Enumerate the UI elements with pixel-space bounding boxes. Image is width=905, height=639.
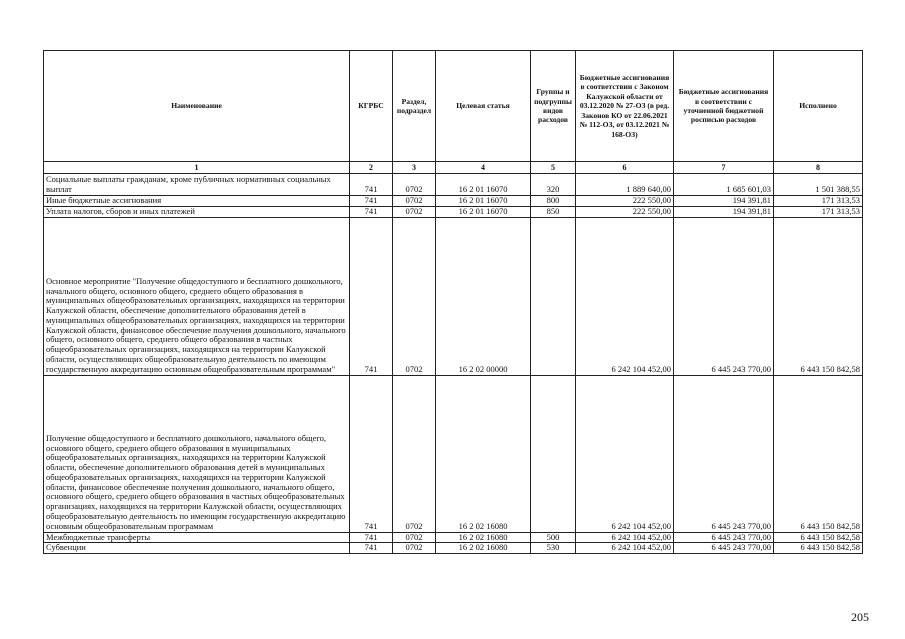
row-kgrbs: 741: [350, 174, 393, 196]
row-name: Уплата налогов, сборов и иных платежей: [44, 206, 350, 217]
row-article: 16 2 01 16070: [436, 206, 531, 217]
row-law-value: 6 242 104 452,00: [576, 543, 674, 554]
row-kgrbs: 741: [350, 196, 393, 207]
column-number: 8: [774, 162, 863, 174]
row-kgrbs: 741: [350, 375, 393, 532]
table-row: [44, 375, 863, 532]
table-row: [44, 196, 863, 207]
row-group: [531, 375, 576, 532]
column-number-row: [44, 162, 863, 174]
header-row: [44, 51, 863, 162]
row-refined-value: 194 391,81: [674, 206, 774, 217]
row-kgrbs: 741: [350, 543, 393, 554]
row-group: 530: [531, 543, 576, 554]
row-article: 16 2 02 16080: [436, 543, 531, 554]
table-row: [44, 206, 863, 217]
budget-table: [43, 50, 863, 554]
row-section: 0702: [393, 196, 436, 207]
row-article: 16 2 02 00000: [436, 217, 531, 375]
row-refined-value: 6 445 243 770,00: [674, 217, 774, 375]
row-name: Основное мероприятие "Получение общедоступного и бесплатного дошкольного, начального общего, основного общего, среднего общего образования в муниципальных общеобразовательных организациях, находящихся на территории Калужской области, обеспечение дополнительного образования детей в муниципальных общеобразовательных организациях, находящихся на территории Калужской области, финансовое обеспечение получения дошкольного, начального общего, основного общего, среднего общего образования в частных общеобразовательных организациях, находящихся на территории Калужской области, осуществляющих общеобразовательную деятельность по имеющим государственную аккредитацию основным общеобразовательным программам": [44, 217, 350, 375]
column-number: 1: [44, 162, 350, 174]
page-number: 205: [851, 610, 869, 624]
row-executed-value: 1 501 388,55: [774, 174, 863, 196]
row-kgrbs: 741: [350, 217, 393, 375]
row-law-value: 222 550,00: [576, 196, 674, 207]
header-section: Раздел, подраздел: [393, 51, 436, 162]
row-group: 500: [531, 532, 576, 543]
row-kgrbs: 741: [350, 206, 393, 217]
row-law-value: 222 550,00: [576, 206, 674, 217]
row-executed-value: 6 443 150 842,58: [774, 532, 863, 543]
header-law-allocations: Бюджетные ассигнования в соответствии с Законом Калужской области от 03.12.2020 № 27-ОЗ (в ред. Законов КО от 22.06.2021 № 112-ОЗ, от 03.12.2021 № 168-ОЗ): [576, 51, 674, 162]
row-law-value: 1 889 640,00: [576, 174, 674, 196]
row-section: 0702: [393, 532, 436, 543]
row-law-value: 6 242 104 452,00: [576, 375, 674, 532]
row-article: 16 2 01 16070: [436, 196, 531, 207]
header-kgrbs: КГРБС: [350, 51, 393, 162]
row-kgrbs: 741: [350, 532, 393, 543]
row-section: 0702: [393, 543, 436, 554]
column-number: 5: [531, 162, 576, 174]
row-name: Социальные выплаты гражданам, кроме публичных нормативных социальных выплат: [44, 174, 350, 196]
row-article: 16 2 02 16080: [436, 375, 531, 532]
header-article: Целевая статья: [436, 51, 531, 162]
row-executed-value: 171 313,53: [774, 206, 863, 217]
row-section: 0702: [393, 206, 436, 217]
header-executed: Исполнено: [774, 51, 863, 162]
row-refined-value: 194 391,81: [674, 196, 774, 207]
row-group: 850: [531, 206, 576, 217]
table-row: [44, 217, 863, 375]
column-number: 3: [393, 162, 436, 174]
header-name: Наименование: [44, 51, 350, 162]
header-refined-allocations: Бюджетные ассигнования в соответствии с уточненной бюджетной росписью расходов: [674, 51, 774, 162]
column-number: 6: [576, 162, 674, 174]
table-row: [44, 543, 863, 554]
row-refined-value: 6 445 243 770,00: [674, 532, 774, 543]
row-law-value: 6 242 104 452,00: [576, 217, 674, 375]
column-number: 7: [674, 162, 774, 174]
row-executed-value: 6 443 150 842,58: [774, 543, 863, 554]
row-executed-value: 171 313,53: [774, 196, 863, 207]
header-group: Группы и подгруппы видов расходов: [531, 51, 576, 162]
row-executed-value: 6 443 150 842,58: [774, 217, 863, 375]
row-refined-value: 6 445 243 770,00: [674, 375, 774, 532]
row-executed-value: 6 443 150 842,58: [774, 375, 863, 532]
row-article: 16 2 02 16080: [436, 532, 531, 543]
row-law-value: 6 242 104 452,00: [576, 532, 674, 543]
row-name: Субвенции: [44, 543, 350, 554]
row-group: 320: [531, 174, 576, 196]
row-group: 800: [531, 196, 576, 207]
row-section: 0702: [393, 217, 436, 375]
row-name: Межбюджетные трансферты: [44, 532, 350, 543]
row-section: 0702: [393, 174, 436, 196]
row-name: Иные бюджетные ассигнования: [44, 196, 350, 207]
row-refined-value: 6 445 243 770,00: [674, 543, 774, 554]
row-group: [531, 217, 576, 375]
column-number: 4: [436, 162, 531, 174]
row-name: Получение общедоступного и бесплатного дошкольного, начального общего, основного общего, среднего общего образования в муниципальных общеобразовательных организациях, находящихся на территории Калужской области, обеспечение дополнительного образования детей в муниципальных общеобразовательных организациях, находящихся на территории Калужской области, финансовое обеспечение получения дошкольного, начального общего, основного общего, среднего общего образования в частных общеобразовательных организациях, находящихся на территории Калужской области, осуществляющих общеобразовательную деятельность по имеющим государственную аккредитацию основным общеобразовательным программам: [44, 375, 350, 532]
table-row: [44, 174, 863, 196]
column-number: 2: [350, 162, 393, 174]
table-row: [44, 532, 863, 543]
row-refined-value: 1 685 601,03: [674, 174, 774, 196]
row-section: 0702: [393, 375, 436, 532]
row-article: 16 2 01 16070: [436, 174, 531, 196]
